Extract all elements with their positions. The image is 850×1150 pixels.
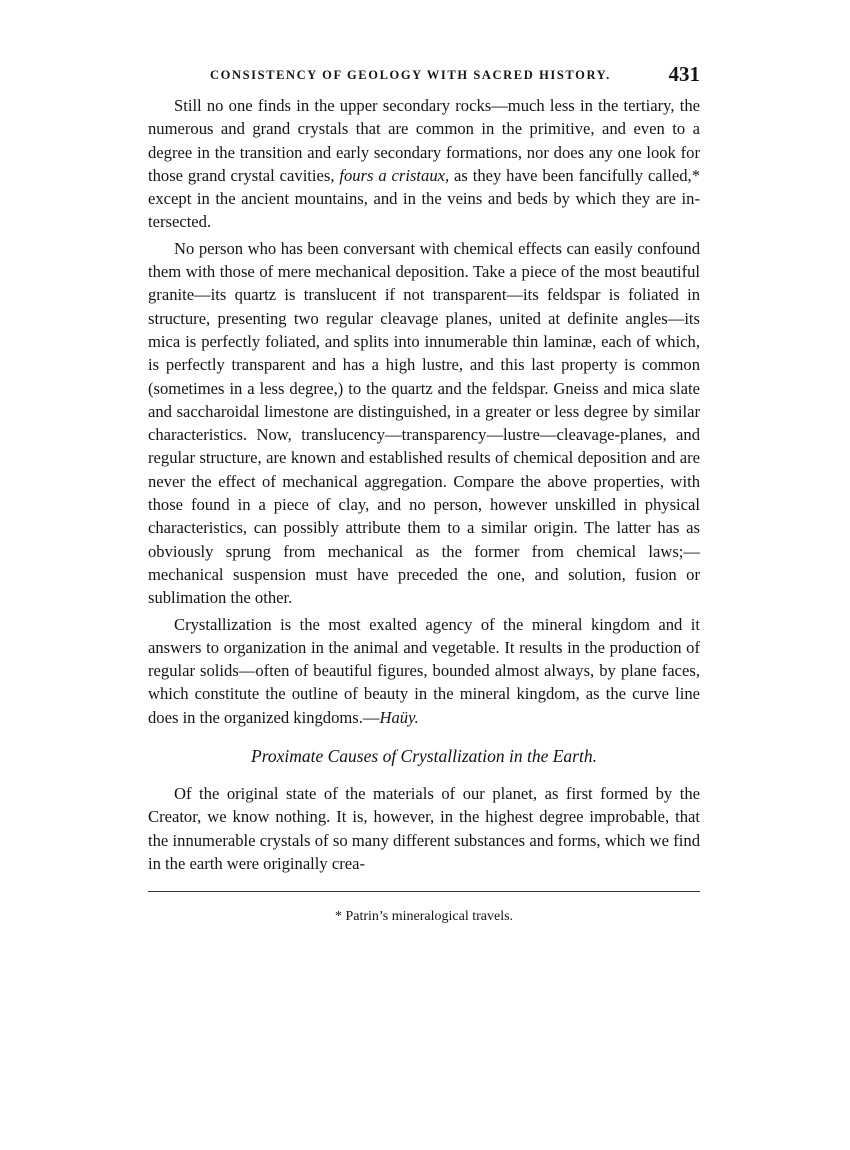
paragraph-text: Still no one finds in the upper secondary rocks—much less in the tertiary, the numerous and grand crystals that are common in the primitive, and even to a degree in the transition and early secondary formations, nor does any one look for those grand crystal cavities, bbox=[148, 96, 700, 185]
paragraph bbox=[148, 237, 700, 610]
italic-phrase: fours a cristaux, bbox=[339, 165, 450, 185]
paragraph bbox=[148, 94, 700, 234]
running-title: CONSISTENCY OF GEOLOGY WITH SACRED HISTORY. bbox=[210, 68, 611, 82]
running-head bbox=[148, 62, 700, 92]
paragraph bbox=[148, 613, 700, 729]
footnote: * Patrin’s mineralogical travels. bbox=[334, 909, 514, 925]
section-heading: Proximate Causes of Crystallization in the Earth. bbox=[251, 746, 597, 767]
paragraph-text: Crystallization is the most exalted agency of the mineral kingdom and it answers to organization in the animal and vegetable. It results in the production of regular solids—often of beautiful figures, bounded almost always, by plane faces, which constitute the outline of beauty in the mineral kingdom, as the curve line does in the organized kingdoms.— bbox=[148, 614, 700, 727]
paragraph-text: as they have been fancifully called,* except in the ancient mountains, and in the veins and beds by which they are intersected. bbox=[148, 165, 700, 232]
body-text bbox=[148, 94, 700, 875]
footnote-rule bbox=[148, 891, 700, 892]
page-number: 431 bbox=[668, 62, 700, 86]
paragraph bbox=[148, 782, 700, 875]
book-page bbox=[148, 62, 700, 926]
italic-attribution: Haüy. bbox=[379, 707, 419, 727]
paragraph-text: Of the original state of the materials of our planet, as first formed by the Creator, we know nothing. It is, however, in the highest degree improbable, that the innumerable crystals of so many different substances and forms, which we find in the earth were originally crea- bbox=[148, 784, 700, 873]
paragraph-text: No person who has been conversant with chemical effects can easily confound them with those of mere mechanical deposition. Take a piece of the most beautiful granite—its quartz is translucent if not transparent—its feldspar is foliated in structure, presenting two regular cleavage planes, united at definite angles—its mica is perfectly foliated, and splits into innumerable thin laminæ, each of which, is perfectly transparent and has a high lustre, and this last property is common (sometimes in a less degree,) to the quartz and the feldspar. Gneiss and mica slate and saccharoidal limestone are distinguished, in a greater or less degree by similar characteristics. Now, translucency—transparency—lustre—cleavage-planes, and regular structure, are known and established results of chemical deposition and are never the effect of mechanical aggregation. Compare the above properties, with those found in a piece of clay, and no person, however unskilled in physical characteristics, can possibly attribute them to a similar origin. The latter has as obviously sprung from mechanical as the former from chemical laws;—mechanical suspension must have preceded the one, and solution, fusion or sublimation the other. bbox=[148, 238, 700, 608]
